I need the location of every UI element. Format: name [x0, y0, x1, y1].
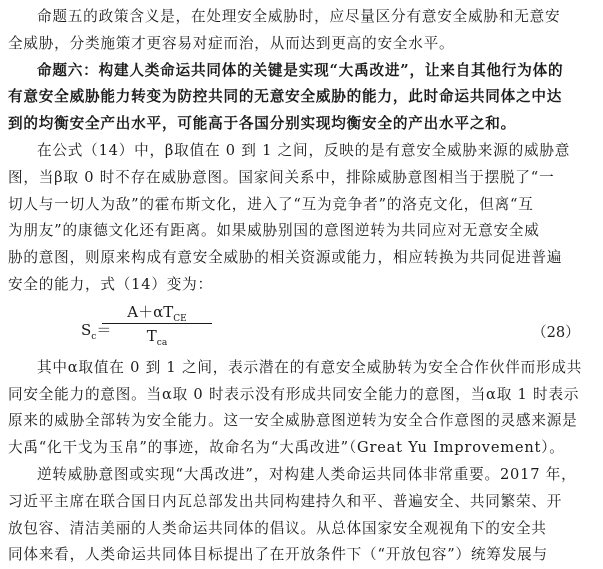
- formula-lhs: $S_c=$: [81, 320, 112, 342]
- text-line: 放包容、清洁美丽的人类命运共同体的倡议。从总体国家安全观视角下的安全共: [8, 519, 547, 537]
- text-line: 图，当β取 0 时不存在威胁意图。国家间关系中，排除威胁意图相当于摆脱了“一: [8, 168, 555, 186]
- formula-28: [8, 299, 597, 355]
- text-line: 为朋友”的康德文化还有距离。如果威胁别国的意图逆转为共同应对无意安全威: [8, 222, 540, 240]
- text-line: 同体来看，人类命运共同体目标提出了在开放条件下（“开放包容”）统筹发展与: [8, 546, 548, 564]
- text-line: 全威胁，分类施策才更容易对症而治，从而达到更高的安全水平。: [8, 34, 455, 52]
- text-line: 其中α取值在 0 到 1 之间，表示潜在的有意安全威胁转为安全合作伙伴而形成共: [37, 358, 583, 376]
- text-line: 习近平主席在联合国日内瓦总部发出共同构建持久和平、普遍安全、共同繁荣、开: [8, 492, 563, 510]
- text-line: 在公式（14）中，β取值在 0 到 1 之间，反映的是有意安全威胁来源的威胁意: [37, 141, 571, 159]
- text-line: 同安全能力的意图。当α取 0 时表示没有形成共同安全能力的意图，当α取 1 时表示: [8, 385, 580, 403]
- text-line: 到的均衡安全产出水平，可能高于各国分别实现均衡安全的产出水平之和。: [8, 115, 516, 133]
- text-block-after-formula: [8, 355, 597, 569]
- text-line: 胁的意图，则原来构成有意安全威胁的相关资源或能力，相应转换为共同促进普遍: [8, 249, 563, 267]
- text-line: 大禹“化干戈为玉帛”的事迹，故命名为“大禹改进”（Great Yu Improvement）。: [8, 439, 565, 457]
- text-line: 有意安全威胁能力转变为防控共同的无意安全威胁的能力，此时命运共同体之中达: [8, 88, 563, 106]
- equation-number: （28）: [532, 323, 580, 341]
- text-line: 切人与一切人为敌”的霍布斯文化，进入了“互为竞争者”的洛克文化，但离“互: [8, 195, 534, 213]
- formula-fraction: [102, 301, 212, 346]
- text-line: 命题五的政策含义是，在处理安全威胁时，应尽量区分有意安全威胁和无意安: [37, 8, 561, 25]
- text-line: 安全的能力，式（14）变为：: [8, 275, 213, 293]
- formula-numerator: $A+\alpha T_{CE}$: [102, 301, 212, 324]
- text-line: 命题六：构建人类命运共同体的关键是实现“大禹改进”，让来自其他行为体的: [37, 61, 564, 79]
- formula-denominator: $T_{ca}$: [146, 326, 168, 348]
- text-block-before-formula: [8, 4, 597, 299]
- text-line: 原来的威胁全部转为安全能力。这一安全威胁意图逆转为安全合作意图的灵感来源是: [8, 412, 578, 430]
- text-line: 逆转威胁意图或实现“大禹改进”，对构建人类命运共同体非常重要。2017 年，: [37, 465, 577, 483]
